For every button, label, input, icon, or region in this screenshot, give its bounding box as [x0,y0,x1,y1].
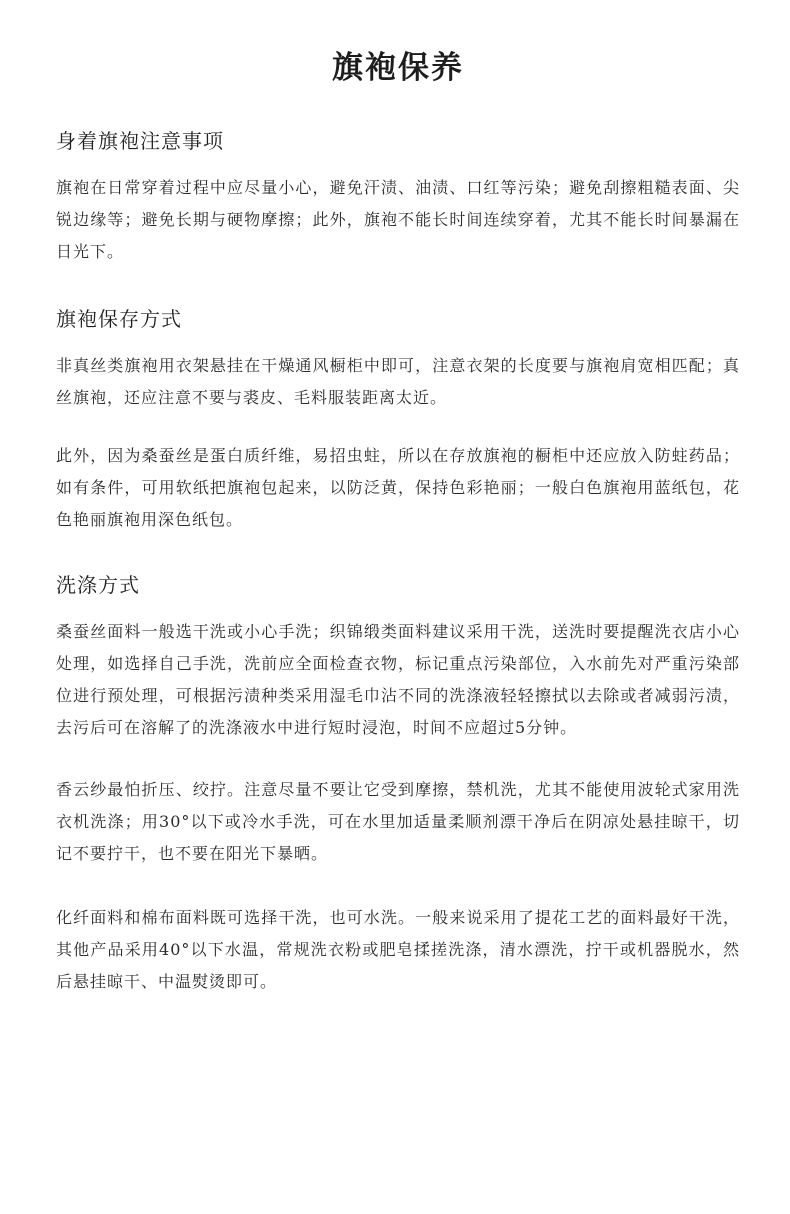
paragraph-storage-moth: 此外，因为桑蚕丝是蛋白质纤维，易招虫蛀，所以在存放旗袍的橱柜中还应放入防蛀药品；如有条件，可用软纸把旗袍包起来，以防泛黄，保持色彩艳丽；一般白色旗袍用蓝纸包，花色艳丽旗袍用深色纸包。 [56,446,740,529]
page-title: 旗袍保养 [332,50,464,86]
paragraph-washing-gambiered: 香云纱最怕折压、绞拧。注意尽量不要让它受到摩擦，禁机洗，尤其不能使用波轮式家用洗衣机洗涤；用30°以下或冷水手洗，可在水里加适量柔顺剂漂干净后在阴凉处悬挂晾干，切记不要拧干，也不要在阳光下暴晒。 [56,780,740,863]
paragraph-storage-hanging: 非真丝类旗袍用衣架悬挂在干燥通风橱柜中即可，注意衣架的长度要与旗袍肩宽相匹配；真丝旗袍，还应注意不要与裘皮、毛料服装距离太近。 [56,356,740,407]
paragraph-washing-synthetic: 化纤面料和棉布面料既可选择干洗，也可水洗。一般来说采用了提花工艺的面料最好干洗，其他产品采用40°以下水温，常规洗衣粉或肥皂揉搓洗涤，清水漂洗，拧干或机器脱水，然后悬挂晾干、中温熨烫即可。 [56,908,740,991]
section-heading-storage: 旗袍保存方式 [56,307,182,331]
section-heading-washing: 洗涤方式 [56,573,140,597]
paragraph-wearing-notes: 旗袍在日常穿着过程中应尽量小心，避免汗渍、油渍、口红等污染；避免刮擦粗糙表面、尖锐边缘等；避免长期与硬物摩擦；此外，旗袍不能长时间连续穿着，尤其不能长时间暴漏在日光下。 [56,178,740,261]
section-heading-wearing-notes: 身着旗袍注意事项 [56,129,224,153]
paragraph-washing-silk: 桑蚕丝面料一般选干洗或小心手洗；织锦缎类面料建议采用干洗，送洗时要提醒洗衣店小心处理，如选择自己手洗，洗前应全面检查衣物，标记重点污染部位，入水前先对严重污染部位进行预处理，可根据污渍种类采用湿毛巾沾不同的洗涤液轻轻擦拭以去除或者减弱污渍，去污后可在溶解了的洗涤液水中进行短时浸泡，时间不应超过5分钟。 [56,622,740,737]
